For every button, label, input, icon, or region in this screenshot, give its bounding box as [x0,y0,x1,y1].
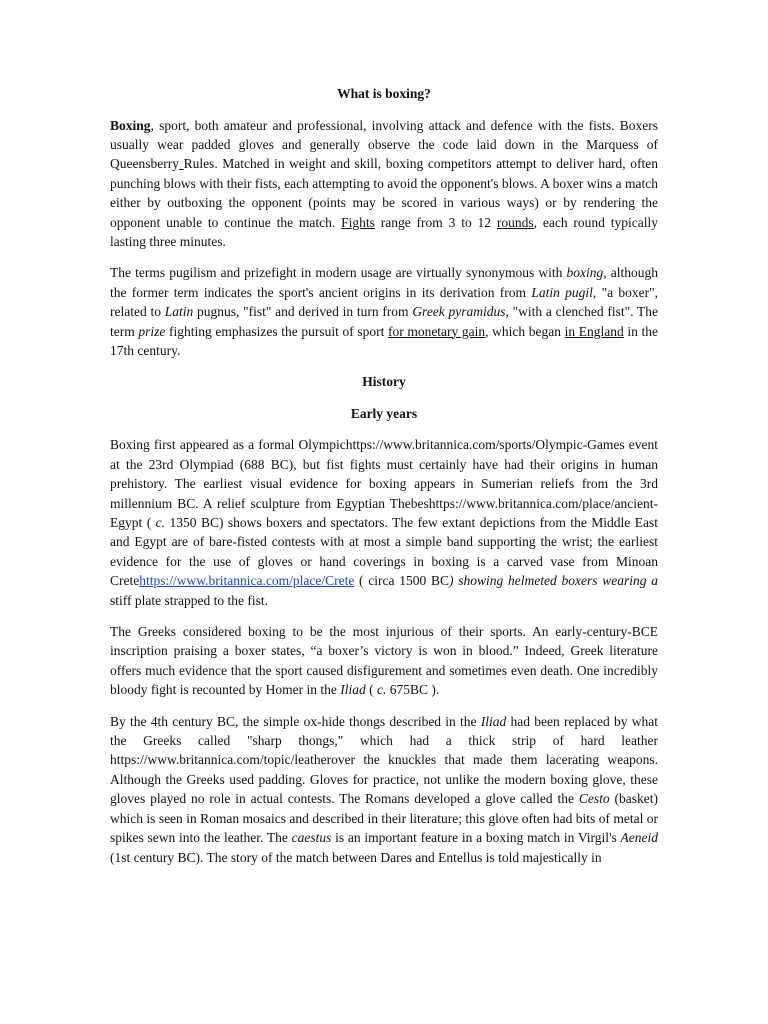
text-run: fighting emphasizes the pursuit of sport [165,323,388,339]
italic-run: ) showing helmeted boxers wearing a [449,573,658,589]
paragraph-early-years [110,435,658,610]
italic-run: Latin pugil [531,284,593,300]
text-run: , "a boxer", related to [110,284,658,320]
link-in-england[interactable]: in England [564,323,624,339]
text-run: in the 17th century. [110,323,659,358]
italic-run: prize [138,323,166,339]
text-run: , which began [485,323,565,339]
text-run: ( circa 1500 BC [354,573,450,589]
text-run: ( [365,682,377,698]
text-run: stiff plate strapped to the fist. [110,592,268,608]
text-run: The Greeks considered boxing to be the most injurious of their sports. An early-century-BCE inscription praising a boxer states, “a boxer’s victory is won in blood.” Indeed, Greek literature offers much evidence that the sport caused disfigurement and sometimes even death. One incredibly bloody fight is recounted by Homer in the [110,624,658,698]
text-run: is an important feature in a boxing match in Virgil's [331,830,621,846]
italic-run: c. [376,682,387,698]
text-run: The terms pugilism and prizefight in modern usage are virtually synonymous with [110,265,567,281]
text-run: (1st century BC). The story of the match between Dares and Entellus is told majestically in [110,849,602,865]
heading-history: History [362,374,406,390]
paragraph-greeks [110,622,658,700]
link-crete[interactable]: https://www.britannica.com/place/Crete [139,573,355,589]
italic-run: boxing [566,265,604,281]
text-run: 1350 BC) shows boxers and spectators. The few extant depictions from the Middle East and Egypt are of bare-fisted contests with at most a simple band supporting the wrist; the earliest evidence for the use of gloves or hand coverings in boxing is a carved vase from Minoan Crete [110,515,659,589]
paragraph-terms [110,263,658,360]
text-run: pugnus, "fist" and derived in turn from [193,304,413,320]
page-title: What is boxing? [337,86,431,101]
italic-run: caestus [291,830,332,846]
text-run: Rules. Matched in weight and skill, boxing competitors attempt to deliver hard, often punching blows with their fists, each attempting to avoid the opponent's blows. A boxer wins a match either by outboxing the opponent (points may be scored in various ways) or by rendering the opponent unable to continue the match. [110,156,658,230]
paragraph-intro [110,116,658,252]
text-run: , although the former term indicates the sport's ancient origins in its derivation from [110,265,658,300]
text-run: , each round typically lasting three minutes. [110,214,658,249]
italic-run: Latin [164,304,194,320]
text-run: range from 3 to 12 [374,214,497,230]
link-fights[interactable]: Fights [341,214,375,230]
paragraph-gloves [110,712,658,867]
link-rounds[interactable]: rounds [496,214,534,230]
italic-run: Cesto [578,791,610,807]
text-run: Boxing first appeared as a formal Olympichttps://www.britannica.com/sports/Olympic-Games event at the 23rd Olympiad (688 BC), but fist fights must certainly have had their origins in human prehistory. The earliest visual evidence for boxing appears in Sumerian reliefs from the 3rd millennium BC. A relief sculpture from Egyptian Thebeshttps://www.britannica.com/place/ancient-Egypt ( [110,437,658,530]
heading-early-years: Early years [350,405,418,421]
text-run: had been replaced by what the Greeks called "sharp thongs," which had a thick strip of hard leather https://www.britannica.com/topic/leatherover the knuckles that made them lacerating weapons. Although the Greeks used padding. Gloves for practice, not unlike the modern boxing glove, these gloves played no role in actual contests. The Romans developed a glove called the [110,713,658,807]
italic-run: Iliad [480,713,507,729]
link-monetary-gain[interactable]: for monetary gain [387,323,486,339]
text-run: 675BC ). [386,682,440,698]
italic-run: Aeneid [620,830,658,846]
text-run: (basket) which is seen in Roman mosaics and described in their literature; this glove often had bits of metal or spikes sewn into the leather. The [110,791,658,846]
text-run: By the 4th century BC, the simple ox-hide thongs described in the [110,713,481,729]
italic-run: Greek pyramidus [412,304,506,320]
italic-run: c. [155,515,166,530]
text-run: , sport, both amateur and professional, involving attack and defence with the fists. Boxers usually wear padded gloves and generally observe the code laid down in the Marquess of Queensberry [110,117,658,172]
text-run: , "with a clenched fist". The term [110,304,658,339]
italic-run: Iliad [340,682,366,698]
bold-term: Boxing [110,117,151,133]
